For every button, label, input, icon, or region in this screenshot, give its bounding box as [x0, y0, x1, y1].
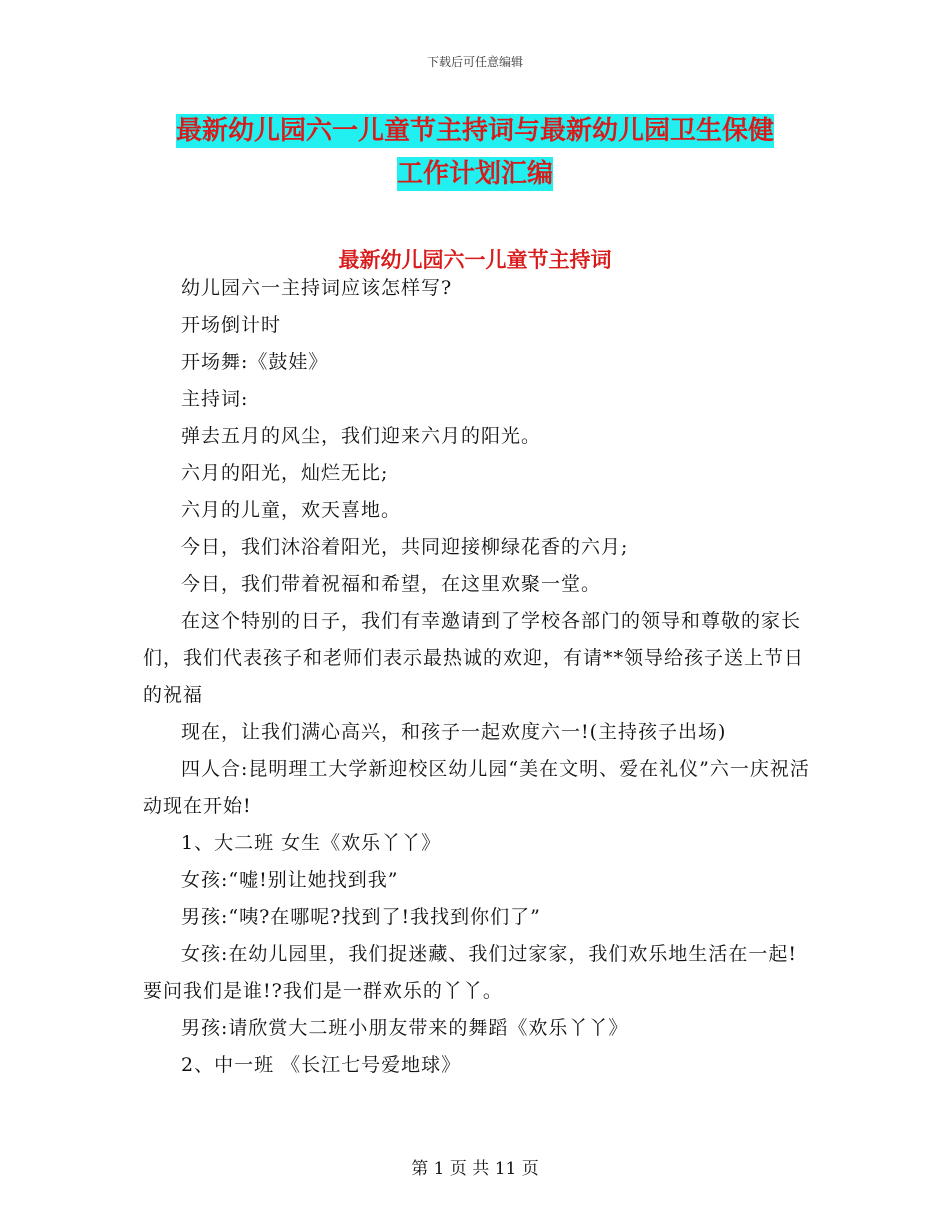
title-highlight-2: 工作计划汇编: [396, 159, 553, 189]
section-title: 最新幼儿园六一儿童节主持词: [338, 248, 612, 272]
paragraph: 2、中一班 《长江七号爱地球》: [181, 1054, 462, 1076]
paragraph: 男孩:请欣赏大二班小朋友带来的舞蹈《欢乐丫丫》: [181, 1017, 629, 1039]
document-body: [143, 270, 813, 1084]
paragraph: 女孩:“嘘!别让她找到我”: [181, 869, 399, 891]
paragraph: 今日，我们沐浴着阳光，共同迎接柳绿花香的六月;: [181, 536, 629, 558]
paragraph: 六月的儿童，欢天喜地。: [181, 499, 402, 521]
page-header: 下载后可任意编辑: [426, 55, 523, 69]
title-highlight-1: 最新幼儿园六一儿童节主持词与最新幼儿园卫生保健: [175, 116, 774, 146]
paragraph: 女孩:在幼儿园里，我们捉迷藏、我们过家家，我们欢乐地生活在一起!要问我们是谁!?我们是一群欢乐的丫丫。: [143, 943, 798, 1002]
page-footer: 第 1 页 共 11 页: [411, 1159, 539, 1179]
paragraph: 开场舞:《鼓娃》: [181, 351, 329, 373]
paragraph: 弹去五月的风尘，我们迎来六月的阳光。: [181, 425, 542, 447]
paragraph: 1、大二班 女生《欢乐丫丫》: [181, 832, 442, 854]
paragraph: 在这个特别的日子，我们有幸邀请到了学校各部门的领导和尊敬的家长们，我们代表孩子和老师们表示最热诚的欢迎，有请**领导给孩子送上节日的祝福: [143, 610, 805, 706]
paragraph: 今日，我们带着祝福和希望，在这里欢聚一堂。: [181, 573, 602, 595]
paragraph: 主持词:: [181, 388, 249, 410]
document-title-line-1: [0, 111, 950, 151]
paragraph: 现在，让我们满心高兴，和孩子一起欢度六一!(主持孩子出场): [181, 721, 727, 743]
paragraph: 幼儿园六一主持词应该怎样写?: [181, 277, 453, 299]
paragraph: 六月的阳光，灿烂无比;: [181, 462, 389, 484]
paragraph: 开场倒计时: [181, 314, 282, 336]
paragraph: 男孩:“咦?在哪呢?找到了!我找到你们了”: [181, 906, 541, 928]
document-title-line-2: [0, 154, 950, 194]
paragraph: 四人合:昆明理工大学新迎校区幼儿园“美在文明、爱在礼仪”六一庆祝活动现在开始!: [143, 758, 810, 817]
